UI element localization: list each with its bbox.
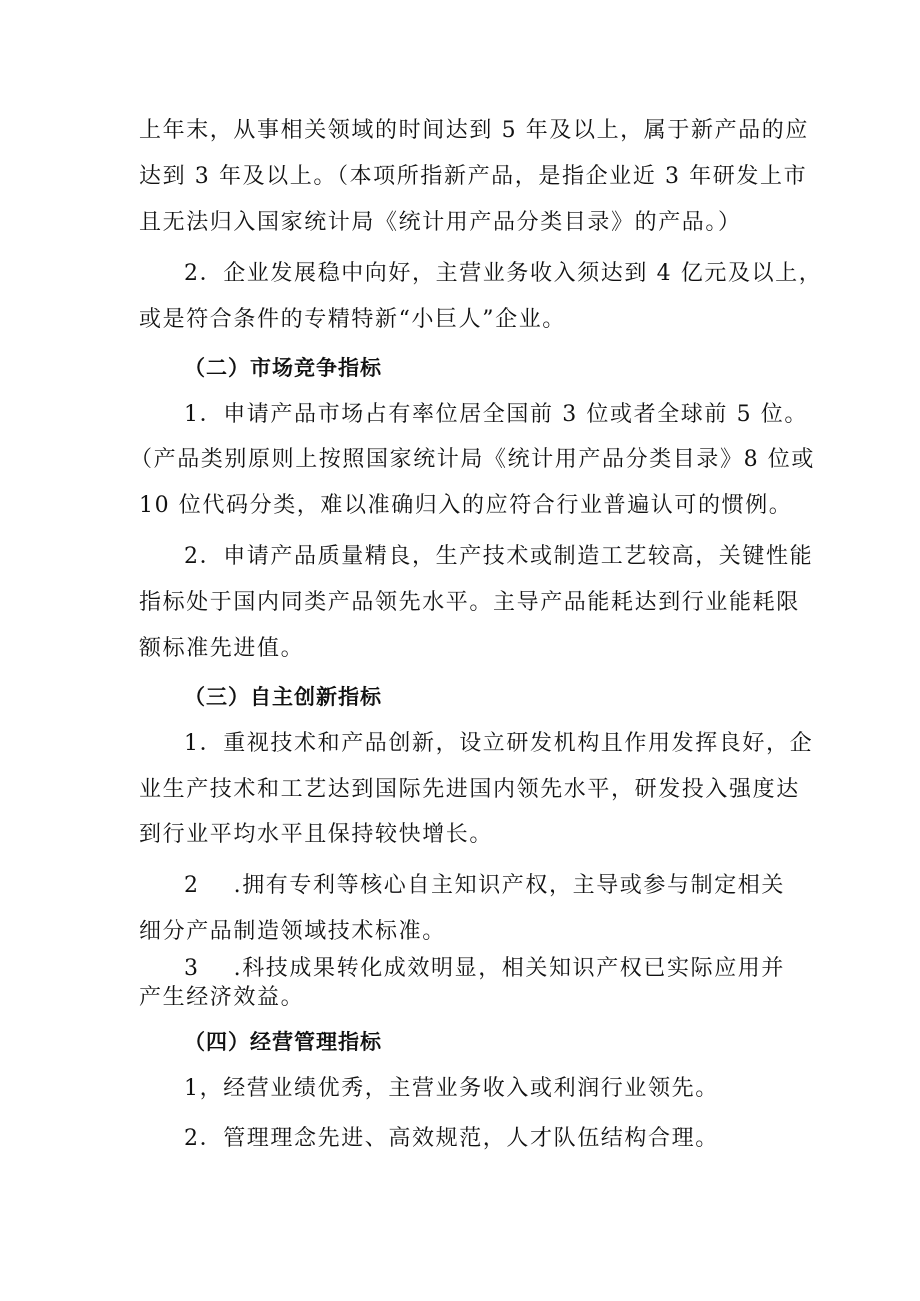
text-line: 2．申请产品质量精良，生产技术或制造工艺较高，关键性能 (184, 544, 814, 569)
text-line: 或是符合条件的专精特新“小巨人”企业。 (139, 307, 566, 332)
text-line (184, 871, 785, 901)
text-line: 上年末，从事相关领域的时间达到 5 年及以上，属于新产品的应 (139, 118, 809, 143)
text-line: 产生经济效益。 (139, 985, 305, 1010)
text-line: 1．申请产品市场占有率位居全国前 3 位或者全球前 5 位。 (184, 402, 808, 427)
text-line: 1，经营业绩优秀，主营业务收入或利润行业领先。 (184, 1076, 719, 1101)
text-line: 且无法归入国家统计局《统计用产品分类目录》的产品。） (139, 210, 742, 235)
item-number: 3 (184, 956, 200, 981)
section-heading-innovation: （三）自主创新指标 (184, 685, 382, 709)
item-text: .拥有专利等核心自主知识产权，主导或参与制定相关 (233, 873, 786, 898)
text-line: （产品类别原则上按照国家统计局《统计用产品分类目录》8 位或 (130, 447, 815, 472)
text-line: 1．重视技术和产品创新，设立研发机构且作用发挥良好，企 (184, 731, 814, 756)
text-line: 指标处于国内同类产品领先水平。主导产品能耗达到行业能耗限 (139, 590, 800, 615)
text-line: 2．企业发展稳中向好，主营业务收入须达到 4 亿元及以上， (184, 261, 823, 286)
section-heading-market: （二）市场竞争指标 (184, 356, 382, 380)
item-number: 2 (184, 873, 200, 898)
text-line: 10 位代码分类，难以准确归入的应符合行业普遍认可的惯例。 (139, 493, 793, 518)
text-line: 业生产技术和工艺达到国际先进国内领先水平，研发投入强度达 (139, 777, 800, 802)
text-line: 2．管理理念先进、高效规范，人才队伍结构合理。 (184, 1126, 719, 1151)
text-line: 细分产品制造领域技术标准。 (139, 919, 446, 944)
text-line: 到行业平均水平且保持较快增长。 (139, 822, 494, 847)
item-text: .科技成果转化成效明显，相关知识产权已实际应用并 (233, 956, 786, 981)
text-line (184, 954, 785, 984)
section-heading-management: （四）经营管理指标 (184, 1030, 382, 1054)
text-line: 额标准先进值。 (139, 636, 305, 661)
text-line: 达到 3 年及以上。（本项所指新产品，是指企业近 3 年研发上市 (139, 164, 808, 189)
